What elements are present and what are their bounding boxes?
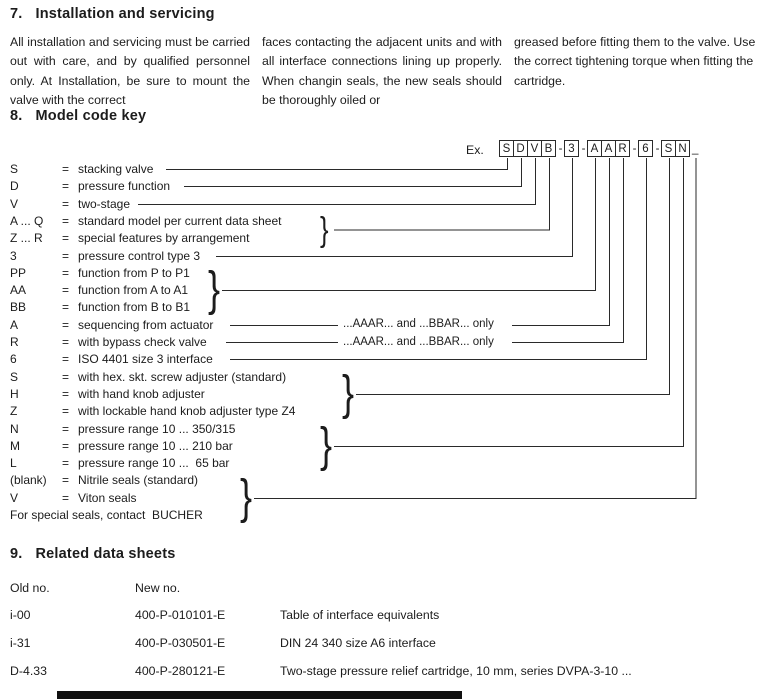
code-symbol: S [10, 162, 19, 176]
code-symbol: S [10, 370, 19, 384]
code-key-row [10, 491, 136, 505]
code-description: Nitrile seals (standard) [78, 473, 199, 487]
code-key-row [10, 266, 190, 280]
code-key-row [10, 439, 233, 453]
equals-sign: = [62, 318, 70, 332]
code-separator: - [581, 142, 586, 155]
code-description: stacking valve [78, 162, 154, 176]
table-cell-old: i-00 [10, 608, 31, 622]
equals-sign: = [62, 491, 70, 505]
code-note: ...AAAR... and ...BBAR... only [343, 336, 494, 348]
code-key-row [10, 300, 190, 314]
installation-text-col2: faces contacting the adjacent units and with all interface connections lining up properly. When changin seals, the new seals should be thoroughly oiled or [262, 35, 502, 107]
code-box: B [541, 140, 556, 157]
code-symbol: PP [10, 266, 27, 280]
code-key-row [10, 422, 235, 436]
table-cell-new: 400-P-280121-E [135, 664, 226, 678]
code-separator: - [558, 142, 563, 155]
group-brace: } [320, 419, 333, 472]
code-symbol: 3 [10, 249, 17, 263]
code-symbol: V [10, 197, 19, 211]
code-symbol: A [10, 318, 19, 332]
code-box: 3 [564, 140, 579, 157]
section-title: Installation and servicing [35, 6, 215, 22]
equals-sign: = [62, 283, 70, 297]
code-description: pressure control type 3 [78, 249, 201, 263]
code-description: function from P to P1 [78, 266, 190, 280]
code-description: with hex. skt. screw adjuster (standard) [78, 370, 287, 384]
equals-sign: = [62, 214, 70, 228]
equals-sign: = [62, 456, 70, 470]
code-key-row [10, 162, 153, 176]
section-9-heading [10, 546, 176, 562]
equals-sign: = [62, 439, 70, 453]
code-description: pressure function [78, 179, 171, 193]
code-description: with lockable hand knob adjuster type Z4 [78, 404, 296, 418]
code-description: with bypass check valve [78, 335, 207, 349]
code-symbol: R [10, 335, 19, 349]
code-symbol: M [10, 439, 20, 453]
code-separator: - [632, 142, 637, 155]
model-code-example [500, 140, 702, 157]
equals-sign: = [62, 197, 70, 211]
code-description: function from A to A1 [78, 283, 189, 297]
code-symbol: AA [10, 283, 27, 297]
code-key-row [10, 214, 281, 228]
example-label: Ex. [466, 143, 484, 157]
equals-sign: = [62, 387, 70, 401]
equals-sign: = [62, 300, 70, 314]
installation-text-col1: All installation and servicing must be carried out with care, and by qualified personnel only. At Installation, be sure to mount the valve with the correct [10, 35, 250, 107]
code-key-row [10, 335, 207, 349]
code-symbol: BB [10, 300, 27, 314]
group-brace: } [320, 211, 329, 249]
table-cell-desc: DIN 24 340 size A6 interface [280, 636, 436, 650]
code-description: sequencing from actuator [78, 318, 214, 332]
code-key-row [10, 231, 249, 245]
table-cell-desc: Two-stage pressure relief cartridge, 10 mm, series DVPA-3-10 ... [280, 664, 632, 678]
section-title: Model code key [35, 108, 147, 124]
code-description: function from B to B1 [78, 300, 191, 314]
table-cell-old: D-4.33 [10, 664, 47, 678]
code-description: standard model per current data sheet [78, 214, 282, 228]
code-symbol: V [10, 491, 19, 505]
code-box: 6 [638, 140, 653, 157]
code-description: pressure range 10 ... 350/315 [78, 422, 236, 436]
section-number: 9. [10, 546, 23, 562]
section-number: 7. [10, 6, 23, 22]
code-symbol: A ... Q [10, 214, 44, 228]
equals-sign: = [62, 231, 70, 245]
group-brace: } [342, 367, 355, 420]
equals-sign: = [62, 162, 70, 176]
table-cell-new: 400-P-010101-E [135, 608, 226, 622]
table-cell-old: i-31 [10, 636, 31, 650]
section-number: 8. [10, 108, 23, 124]
equals-sign: = [62, 370, 70, 384]
equals-sign: = [62, 473, 70, 487]
code-box: V [527, 140, 542, 157]
code-description: ISO 4401 size 3 interface [78, 352, 213, 366]
code-description: Viton seals [78, 491, 137, 505]
code-description: two-stage [78, 197, 131, 211]
code-symbol: D [10, 179, 19, 193]
code-symbol: 6 [10, 352, 17, 366]
code-symbol: H [10, 387, 19, 401]
code-description: For special seals, contact BUCHER [10, 508, 203, 522]
group-brace: } [208, 263, 221, 316]
table-cell-new: 400-P-030501-E [135, 636, 226, 650]
code-box: A [587, 140, 602, 157]
code-key-row [10, 197, 130, 211]
section-8-heading [10, 108, 146, 124]
code-symbol: Z [10, 404, 18, 418]
equals-sign: = [62, 179, 70, 193]
code-box: S [661, 140, 676, 157]
code-box: S [499, 140, 514, 157]
code-symbol: (blank) [10, 473, 47, 487]
code-description: pressure range 10 ... 65 bar [78, 456, 230, 470]
code-box: D [513, 140, 528, 157]
code-key-row [10, 179, 170, 193]
column-header-old-no: Old no. [10, 581, 50, 595]
code-symbol: Z ... R [10, 231, 43, 245]
code-key-row [10, 456, 229, 470]
code-description: with hand knob adjuster [78, 387, 205, 401]
code-symbol: L [10, 456, 17, 470]
code-description: special features by arrangement [78, 231, 250, 245]
code-key-row [10, 283, 188, 297]
table-cell-desc: Table of interface equivalents [280, 608, 440, 622]
footer-bar [57, 691, 462, 699]
equals-sign: = [62, 422, 70, 436]
code-key-row [10, 370, 286, 384]
code-key-row [10, 387, 205, 401]
group-brace: } [240, 471, 253, 524]
section-7-heading [10, 6, 215, 22]
code-key-row [10, 249, 200, 263]
code-note: ...AAAR... and ...BBAR... only [343, 318, 494, 330]
equals-sign: = [62, 249, 70, 263]
code-key-row [10, 318, 213, 332]
equals-sign: = [62, 266, 70, 280]
code-symbol: N [10, 422, 19, 436]
code-box: N [675, 140, 690, 157]
code-separator: - [655, 142, 660, 155]
code-key-row [10, 352, 213, 366]
installation-text-col3: greased before fitting them to the valve. Use the correct tightening torque when fitting the cartridge. [514, 35, 756, 88]
code-key-row [10, 473, 198, 487]
column-header-new-no: New no. [135, 581, 181, 595]
section-title: Related data sheets [35, 546, 176, 562]
equals-sign: = [62, 335, 70, 349]
code-blank-position: _ [692, 142, 699, 155]
code-description: pressure range 10 ... 210 bar [78, 439, 233, 453]
equals-sign: = [62, 404, 70, 418]
code-box: R [615, 140, 630, 157]
code-key-row [10, 404, 295, 418]
code-box: A [601, 140, 616, 157]
equals-sign: = [62, 352, 70, 366]
code-key-row [10, 508, 203, 522]
